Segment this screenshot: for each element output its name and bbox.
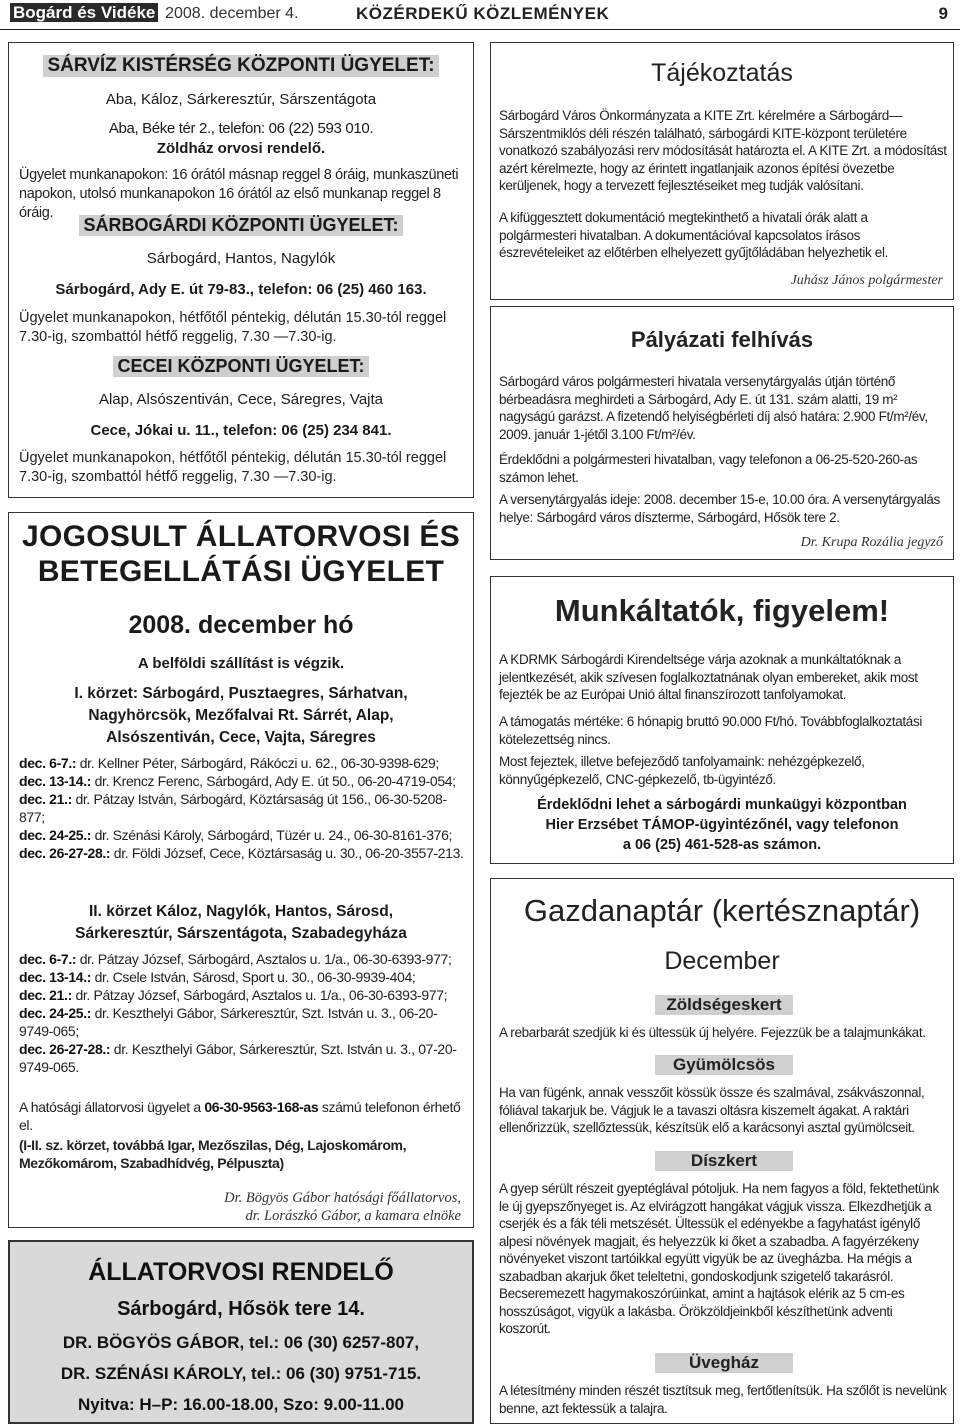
vet-title-line1: JOGOSULT ÁLLATORVOSI ÉS	[21, 520, 461, 553]
employers-contact-1: Érdeklődni lehet a sárbogárdi munkaügyi központban	[537, 797, 907, 813]
sarviz-hours: Ügyelet munkanapokon: 16 órától másnap reggel 8 óráig, munkaszüneti napokon, utolsó munkanapokon 16 órától az első munkanap reggel 8 óráig.	[19, 167, 459, 221]
tender-box	[490, 306, 954, 560]
clinic-doctor1: DR. BÖGYÖS GÁBOR, tel.: 06 (30) 6257-807,	[62, 1333, 420, 1352]
vet-note: A belföldi szállítást is végzik.	[137, 655, 345, 672]
district2-line2: Sárkeresztúr, Sárszentágota, Szabadegyháza	[75, 925, 407, 942]
tender-paragraph-1: Sárbogárd város polgármesteri hivatala versenytárgyalás útján történő bérbeadásra meghirdeti a Sárbogárd, Ady E. út 131. szám alatti, 19 m² nagyságú garázst. A fizetendő helyiségbérleti díj alsó határa: 2.900 Ft/m²/év, 2009. január 1-jétől 3.100 Ft/m²/év.	[499, 374, 928, 442]
d2-row: dec. 6-7.: dr. Pátzay József, Sárbogárd, Asztalos u. 1/a., 06-30-6393-977;	[19, 951, 452, 967]
district1-line2: Nagyhörcsök, Mezőfalvai Rt. Sárrét, Alap,	[88, 707, 394, 724]
ornamental-garden-text: A gyep sérült részeit gyeptéglával pótoljuk. Ha nem fagyos a föld, fektethetünk le új gyepszőnyeget is. Az elvirágzott hangákat vágjuk vissza. Elkezdhetjük a cserjék és a fák téli metszését. Ültessük el edényekbe a fagyhatást igénylő alpesi növények magjait, és helyezzük ki őket a szabadba. A fagyérzékeny növényeket viszont tartóikkal együtt vigyük be az üvegházba. Ha mégis a szabadban akarjuk őket teleltetni, gondoskodjunk szigetelő takarásról. Becseremezett hagymakoszórúinkat, amint a hajtások elérik az 5 cm-es hosszúságot, vigyük a lakásba. Örökzöldjeinkből készíthetünk adventi koszorút.	[499, 1181, 939, 1336]
tender-paragraph-2: Érdeklődni a polgármesteri hivatalban, vagy telefonon a 06-25-520-260-as számon lehet.	[499, 452, 918, 485]
cece-address: Cece, Jókai u. 11., telefon: 06 (25) 234 841.	[90, 422, 392, 439]
clinic-hours: Nyitva: H–P: 16.00-18.00, Szo: 9.00-11.00	[77, 1395, 404, 1414]
cece-duty-title: CECEI KÖZPONTI ÜGYELET:	[9, 356, 473, 377]
cece-towns: Alap, Alsószentiván, Cece, Sáregres, Vajta	[98, 391, 384, 408]
d2-row: dec. 26-27-28.: dr. Keszthelyi Gábor, Sárkeresztúr, Szt. István u. 3., 07-20-9749-065.	[19, 1041, 457, 1075]
tender-title: Pályázati felhívás	[630, 327, 814, 352]
masthead	[10, 3, 299, 23]
employers-contact-3: a 06 (25) 461-528-as számon.	[622, 837, 822, 853]
employers-box	[490, 576, 954, 864]
d1-row: dec. 26-27-28.: dr. Földi József, Cece, Köztársaság u. 30., 06-20-3557-213.	[19, 845, 464, 861]
info-paragraph-1: Sárbogárd Város Önkormányzata a KITE Zrt. kérelmére a Sárbogárd— Sárszentmiklós déli részén található, sárbogárdi KITE-központ területére vonatkozó szabályozási rerv módosítását határozta el. A KITE Zrt. a módosítást azért kérelmezte, hogy az érintett ingatlanjaik azonos építési övezetbe kerüljenek, hogy a tervezett fejlesztéseiket meg tudják valósítani.	[499, 108, 947, 193]
page-header	[0, 0, 960, 30]
info-notice-box	[490, 42, 954, 300]
section-title: KÖZÉRDEKŰ KÖZLEMÉNYEK	[356, 4, 610, 23]
extra-villages: (I-II. sz. körzet, továbbá Igar, Mezőszilas, Dég, Lajoskomárom, Mezőkomárom, Szabadhídvég, Pélpuszta)	[19, 1137, 407, 1171]
d1-row: dec. 13-14.: dr. Krencz Ferenc, Sárbogárd, Ady E. út 50., 06-20-4719-054;	[19, 773, 456, 789]
vegetable-garden-text: A rebarbarát szedjük ki és ültessük új helyére. Fejezzük be a talajmunkákat.	[499, 1025, 926, 1040]
employers-contact-2: Hier Erzsébet TÁMOP-ügyintézőnél, vagy telefonon	[545, 817, 899, 833]
duty-services-box	[8, 42, 474, 498]
sarbogard-address: Sárbogárd, Ady E. út 79-83., telefon: 06 (25) 460 163.	[55, 281, 427, 298]
info-title: Tájékoztatás	[651, 59, 793, 87]
garden-month: December	[664, 947, 780, 975]
authority-phone-note: A hatósági állatorvosi ügyelet a 06-30-9563-168-as számú telefonon érhető el.	[19, 1099, 461, 1133]
sarviz-duty-title: SÁRVÍZ KISTÉRSÉG KÖZPONTI ÜGYELET:	[9, 55, 473, 77]
sarviz-address: Aba, Béke tér 2., telefon: 06 (22) 593 010.	[108, 120, 374, 137]
vet-signature: Dr. Bögyös Gábor hatósági főállatorvos, dr. Lorászkó Gábor, a kamara elnöke	[224, 1190, 461, 1224]
sarbogard-duty-title: SÁRBOGÁRDI KÖZPONTI ÜGYELET:	[9, 215, 473, 236]
d2-row: dec. 13-14.: dr. Csele István, Sárosd, Sport u. 30., 06-30-9939-404;	[19, 969, 416, 985]
vet-title-line2: BETEGELLÁTÁSI ÜGYELET	[37, 555, 445, 588]
newspaper-name: Bogárd és Vidéke	[10, 3, 158, 22]
vet-month: 2008. december hó	[128, 611, 354, 639]
clinic-title: ÁLLATORVOSI RENDELŐ	[88, 1258, 394, 1286]
greenhouse-heading: Üvegház	[655, 1353, 793, 1373]
district2-schedule	[19, 950, 465, 1076]
info-paragraph-2: A kifüggesztett dokumentáció megtekinthető a hivatali órák alatt a polgármesteri hivatalban. A dokumentációval kapcsolatos írásos észrevételeiket az előtérben elhelyezett gyűjtőládában helyezhetik el.	[499, 210, 889, 260]
issue-date: 2008. december 4.	[165, 5, 299, 22]
d2-row: dec. 24-25.: dr. Keszthelyi Gábor, Sárkeresztúr, Szt. István u. 3., 06-20-9749-065;	[19, 1005, 438, 1039]
vet-clinic-box	[8, 1240, 474, 1424]
clinic-address: Sárbogárd, Hősök tere 14.	[117, 1298, 365, 1320]
veterinary-duty-box	[8, 512, 474, 1228]
greenhouse-text: A létesítmény minden részét tisztítsuk meg, fertőtlenítsük. Ha szőlőt is nevelünk benne, azt fektessük a talajra.	[499, 1383, 947, 1416]
sarviz-place: Zöldház orvosi rendelő.	[156, 140, 326, 157]
garden-calendar-box	[490, 878, 954, 1424]
employers-paragraph-2: A támogatás mértéke: 6 hónapig bruttó 90.000 Ft/hó. Továbbfoglalkoztatási kötelezettség nincs.	[499, 714, 922, 747]
sarbogard-towns: Sárbogárd, Hantos, Nagylók	[146, 250, 336, 267]
vegetable-garden-heading: Zöldségeskert	[655, 995, 793, 1015]
district1-line3: Alsószentiván, Cece, Vajta, Sáregres	[106, 729, 376, 746]
cece-hours: Ügyelet munkanapokon, hétfőtől péntekig, délután 15.30-tól reggel 7.30-ig, szombattól hétfő reggelig, 7.30 —7.30-ig.	[19, 450, 447, 485]
orchard-heading: Gyümölcsös	[655, 1055, 793, 1075]
sarbogard-hours: Ügyelet munkanapokon, hétfőtől péntekig, délután 15.30-tól reggel 7.30-ig, szombattól hétfő reggelig, 7.30 —7.30-ig.	[19, 310, 447, 345]
garden-title: Gazdanaptár (kertésznaptár)	[523, 893, 921, 928]
sarviz-towns: Aba, Káloz, Sárkeresztúr, Sárszentágota	[105, 91, 377, 108]
d1-row: dec. 6-7.: dr. Kellner Péter, Sárbogárd, Rákóczi u. 62., 06-30-9398-629;	[19, 755, 439, 771]
district2-line1: II. körzet Káloz, Nagylók, Hantos, Sárosd,	[88, 903, 394, 920]
d1-row: dec. 24-25.: dr. Szénási Károly, Sárbogárd, Tüzér u. 24., 06-30-8161-376;	[19, 827, 453, 843]
d2-row: dec. 21.: dr. Pátzay József, Sárbogárd, Asztalos u. 1/a., 06-30-6393-977;	[19, 987, 448, 1003]
clinic-doctor2: DR. SZÉNÁSI KÁROLY, tel.: 06 (30) 9751-715.	[60, 1364, 422, 1383]
page-number: 9	[938, 4, 948, 23]
district1-schedule	[19, 754, 465, 862]
employers-paragraph-3: Most fejeztek, illetve befejeződő tanfolyamaink: nehézgépkezelő, könnyűgépkezelő, CNC-gépkezelő, tb-ügyintéző.	[499, 754, 865, 787]
tender-signature: Dr. Krupa Rozália jegyző	[800, 535, 943, 550]
district1-line1: I. körzet: Sárbogárd, Pusztaegres, Sárhatvan,	[74, 685, 408, 702]
employers-title: Munkáltatók, figyelem!	[554, 593, 890, 628]
d1-row: dec. 21.: dr. Pátzay István, Sárbogárd, Köztársaság út 156., 06-30-5208-877;	[19, 791, 447, 825]
employers-paragraph-1: A KDRMK Sárbogárdi Kirendeltsége várja azoknak a munkáltatóknak a jelentkezését, akik szívesen foglalkoztatnának olyan embereket, akik most fejezték be az Európai Unió által finanszírozott tanfolyamokat.	[499, 652, 918, 702]
tender-paragraph-3: A versenytárgyalás ideje: 2008. december 15-e, 10.00 óra. A versenytárgyalás helye: Sárbogárd város díszterme, Sárbogárd, Hősök tere 2.	[499, 492, 940, 525]
info-signature: Juhász János polgármester	[790, 273, 943, 288]
ornamental-garden-heading: Díszkert	[655, 1151, 793, 1171]
orchard-text: Ha van fügénk, annak vesszőit kössük össze és szalmával, zsákvászonnal, fóliával takarjuk be. Vágjuk le a tavaszi oltásra kiszemelt ágakat. A raktári ellenőrizzük, szellőztessük, készítsük elő a karácsonyi asztal gyümölcseit.	[499, 1085, 925, 1135]
